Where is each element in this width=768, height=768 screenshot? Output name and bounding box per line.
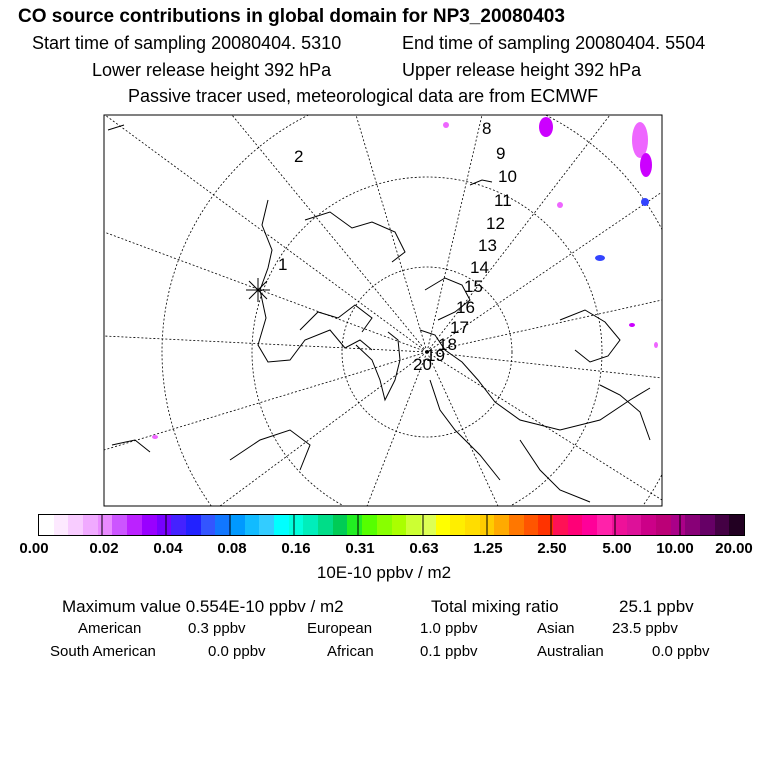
- plume-patch: [641, 198, 649, 206]
- colorbar-cell: [201, 515, 216, 535]
- colorbar-cell: [377, 515, 392, 535]
- colorbar-cell: [83, 515, 98, 535]
- colorbar-tick-label: 2.50: [537, 540, 567, 557]
- colorbar-cell: [700, 515, 715, 535]
- colorbar-cell: [303, 515, 318, 535]
- colorbar-cell: [274, 515, 289, 535]
- colorbar: [38, 514, 745, 536]
- colorbar-cell: [333, 515, 348, 535]
- plume-patch: [557, 202, 563, 208]
- trajectory-label: 17: [450, 318, 469, 337]
- plume-patch: [629, 323, 635, 327]
- colorbar-cell: [494, 515, 509, 535]
- colorbar-cell: [524, 515, 539, 535]
- receptor-marker-icon: [246, 278, 270, 302]
- plume-patch: [443, 122, 449, 128]
- upper-height-label: Upper release height 392 hPa: [402, 60, 642, 80]
- colorbar-cell: [729, 515, 744, 535]
- colorbar-cell: [39, 515, 54, 535]
- source-name: American: [78, 620, 142, 637]
- colorbar-cell: [230, 515, 245, 535]
- source-value: 0.0 ppbv: [652, 643, 710, 660]
- colorbar-cell: [671, 515, 686, 535]
- colorbar-cell: [142, 515, 157, 535]
- plume-patch: [152, 435, 158, 439]
- colorbar-tick-label: 0.08: [217, 540, 247, 557]
- plume-patch: [654, 342, 658, 348]
- trajectory-label: 16: [456, 298, 475, 317]
- colorbar-tick-label: 5.00: [602, 540, 632, 557]
- colorbar-cell: [641, 515, 656, 535]
- colorbar-cell: [406, 515, 421, 535]
- trajectory-label: 12: [486, 214, 505, 233]
- source-name: Australian: [537, 643, 604, 660]
- source-value: 0.0 ppbv: [208, 643, 266, 660]
- total-mixing-value: 25.1 ppbv: [619, 597, 694, 616]
- colorbar-unit: 10E-10 ppbv / m2: [316, 563, 452, 582]
- colorbar-cell: [450, 515, 465, 535]
- trajectory-label: 8: [482, 119, 492, 138]
- max-value-label: Maximum value 0.554E-10 ppbv / m2: [62, 597, 344, 616]
- colorbar-cell: [465, 515, 480, 535]
- colorbar-tick-label: 20.00: [715, 540, 753, 557]
- trajectory-label: 14: [470, 258, 489, 277]
- trajectory-label: 11: [494, 191, 512, 210]
- colorbar-cell: [597, 515, 612, 535]
- source-name: Asian: [537, 620, 575, 637]
- colorbar-cell: [127, 515, 142, 535]
- colorbar-tick-label: 0.63: [409, 540, 439, 557]
- trajectory-label: 18: [438, 335, 457, 354]
- colorbar-tick-label: 0.00: [19, 540, 49, 557]
- colorbar-cell: [421, 515, 436, 535]
- colorbar-cell: [68, 515, 83, 535]
- plume-patch: [632, 122, 648, 158]
- colorbar-cell: [362, 515, 377, 535]
- tracer-note: Passive tracer used, meteorological data are from ECMWF: [128, 86, 599, 106]
- colorbar-cell: [112, 515, 127, 535]
- colorbar-cell: [715, 515, 730, 535]
- colorbar-tick-label: 0.31: [345, 540, 375, 557]
- colorbar-cell: [54, 515, 69, 535]
- colorbar-cell: [259, 515, 274, 535]
- colorbar-cell: [245, 515, 260, 535]
- trajectory-label: 15: [464, 277, 483, 296]
- colorbar-tick-label: 0.02: [89, 540, 119, 557]
- map-frame: [104, 115, 662, 506]
- colorbar-cell: [347, 515, 362, 535]
- source-name: African: [327, 643, 374, 660]
- colorbar-cell: [98, 515, 113, 535]
- colorbar-cell: [186, 515, 201, 535]
- colorbar-cell: [582, 515, 597, 535]
- page-title: CO source contributions in global domain for NP3_20080403: [18, 6, 565, 27]
- plume-patch: [640, 153, 652, 177]
- colorbar-cell: [509, 515, 524, 535]
- colorbar-cell: [392, 515, 407, 535]
- source-value: 23.5 ppbv: [612, 620, 678, 637]
- total-mixing-label: Total mixing ratio: [431, 597, 559, 616]
- end-time-label: End time of sampling 20080404. 5504: [402, 33, 706, 53]
- trajectory-label: 19: [426, 346, 445, 365]
- colorbar-cell: [480, 515, 495, 535]
- colorbar-cell: [685, 515, 700, 535]
- colorbar-tick-label: 1.25: [473, 540, 503, 557]
- source-name: European: [307, 620, 373, 637]
- trajectory-label: 20: [413, 355, 432, 374]
- plume-patch: [539, 117, 553, 137]
- colorbar-cell: [436, 515, 451, 535]
- colorbar-cell: [171, 515, 186, 535]
- colorbar-cell: [215, 515, 230, 535]
- colorbar-tick-label: 0.04: [153, 540, 183, 557]
- plume-patch: [595, 255, 605, 261]
- trajectory-label: 13: [478, 236, 497, 255]
- colorbar-cell: [553, 515, 568, 535]
- trajectory-label: 10: [498, 167, 517, 186]
- trajectory-label: 2: [294, 147, 304, 166]
- source-name: South American: [50, 643, 156, 660]
- source-value: 0.1 ppbv: [420, 643, 478, 660]
- source-value: 1.0 ppbv: [420, 620, 478, 637]
- start-time-label: Start time of sampling 20080404. 5310: [32, 33, 342, 53]
- colorbar-cell: [612, 515, 627, 535]
- colorbar-tick-label: 10.00: [656, 540, 694, 557]
- trajectory-label: 1: [278, 255, 288, 274]
- trajectory-label: 9: [496, 144, 506, 163]
- colorbar-cell: [656, 515, 671, 535]
- colorbar-cell: [318, 515, 333, 535]
- colorbar-tick-label: 0.16: [281, 540, 311, 557]
- colorbar-cell: [627, 515, 642, 535]
- colorbar-cell: [568, 515, 583, 535]
- colorbar-cell: [157, 515, 172, 535]
- colorbar-cell: [289, 515, 304, 535]
- colorbar-cell: [538, 515, 553, 535]
- lower-height-label: Lower release height 392 hPa: [92, 60, 332, 80]
- source-value: 0.3 ppbv: [188, 620, 246, 637]
